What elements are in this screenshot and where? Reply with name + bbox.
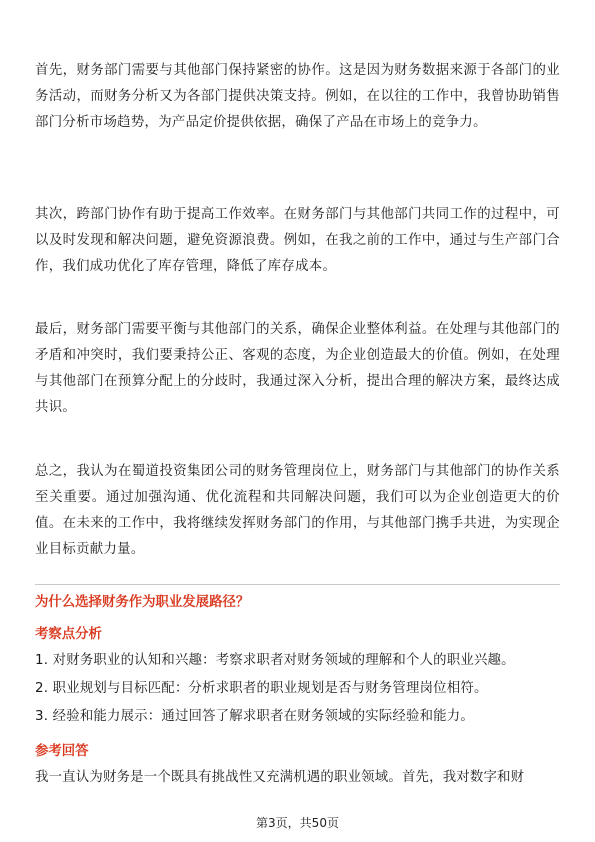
analysis-item-3: 3. 经验和能力展示：通过回答了解求职者在财务领域的实际经验和能力。 [35,709,474,724]
analysis-heading: 考察点分析 [35,627,102,642]
paragraph-first: 首先，财务部门需要与其他部门保持紧密的协作。这是因为财务数据来源于各部门的业务活动，而财务分析又为各部门提供决策支持。例如，在以往的工作中，我曾协助销售部门分析市场趋势，为产品定价提供依据，确保了产品在市场上的竞争力。 [35,63,560,130]
section-divider [35,584,560,585]
analysis-item-2: 2. 职业规划与目标匹配：分析求职者的职业规划是否与财务管理岗位相符。 [35,681,488,696]
analysis-item-1: 1. 对财务职业的认知和兴趣：考察求职者对财务领域的理解和个人的职业兴趣。 [35,653,515,668]
question-title: 为什么选择财务作为职业发展路径？ [35,595,250,610]
paragraph-second: 其次，跨部门协作有助于提高工作效率。在财务部门与其他部门共同工作的过程中，可以及时发现和解决问题，避免资源浪费。例如，在我之前的工作中，通过与生产部门合作，我们成功优化了库存管理，降低了库存成本。 [35,207,560,274]
page-number: 第3页，共50页 [256,816,339,830]
answer-text: 我一直认为财务是一个既具有挑战性又充满机遇的职业领域。首先，我对数字和财 [35,770,525,785]
paragraph-conclusion: 总之，我认为在蜀道投资集团公司的财务管理岗位上，财务部门与其他部门的协作关系至关重要。通过加强沟通、优化流程和共同解决问题，我们可以为企业创造更大的价值。在未来的工作中，我将继续发挥财务部门的作用，与其他部门携手共进，为实现企业目标贡献力量。 [35,464,560,557]
answer-heading: 参考回答 [35,744,89,759]
paragraph-third: 最后，财务部门需要平衡与其他部门的关系，确保企业整体利益。在处理与其他部门的矛盾和冲突时，我们要秉持公正、客观的态度，为企业创造最大的价值。例如，在处理与其他部门在预算分配上的分歧时，我通过深入分析，提出合理的解决方案，最终达成共识。 [35,322,560,415]
